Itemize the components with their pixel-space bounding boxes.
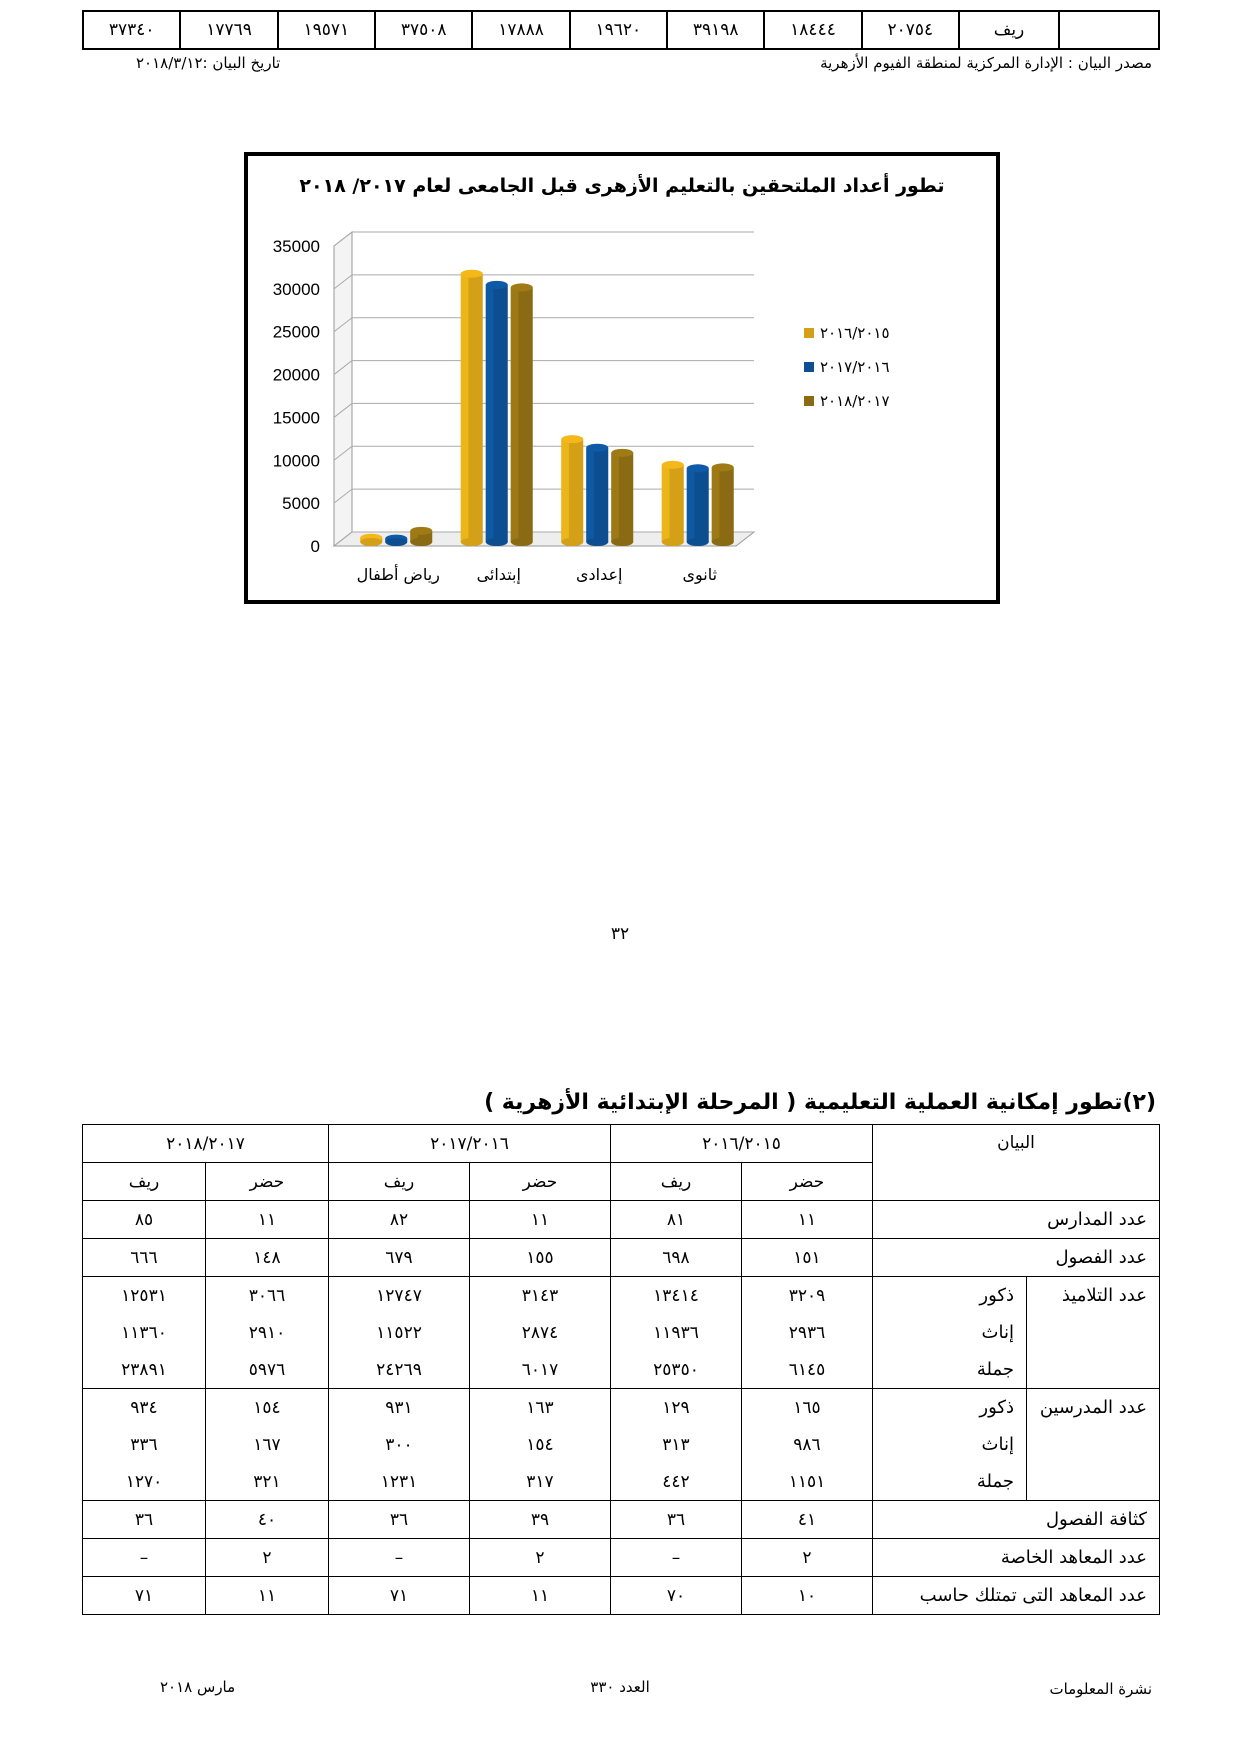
table-row bbox=[83, 1539, 1160, 1577]
bar-top bbox=[486, 281, 508, 289]
bar-highlight bbox=[561, 439, 569, 542]
footer-publication: نشرة المعلومات bbox=[1049, 1680, 1152, 1698]
header-label: البيان bbox=[873, 1125, 1160, 1201]
year-header: ٢٠١٨/٢٠١٧ bbox=[83, 1125, 329, 1163]
legend-label: ٢٠١٦/٢٠١٥ bbox=[820, 324, 890, 342]
table-cell: ١٣٤١٤ bbox=[611, 1277, 742, 1315]
row-label: ريف bbox=[959, 11, 1059, 49]
value-cell: ١٩٦٢٠ bbox=[570, 11, 667, 49]
table-cell: ١٠ bbox=[742, 1577, 873, 1615]
group-row bbox=[83, 1314, 1160, 1351]
table-cell: ٨١ bbox=[611, 1201, 742, 1239]
table-cell: ١٥٥ bbox=[470, 1239, 611, 1277]
table-cell: ٣٦ bbox=[611, 1501, 742, 1539]
bar-bottom bbox=[586, 538, 608, 546]
sub-label: جملة bbox=[873, 1351, 1027, 1389]
table-cell: ٧٠ bbox=[611, 1577, 742, 1615]
x-tick-label: رياض أطفال bbox=[356, 565, 440, 584]
bar-bottom bbox=[561, 538, 583, 546]
bar-highlight bbox=[461, 274, 469, 542]
top-summary-row bbox=[82, 10, 1160, 50]
row-label: عدد الفصول bbox=[873, 1239, 1160, 1277]
legend-label: ٢٠١٧/٢٠١٦ bbox=[820, 358, 890, 376]
table-cell: ٦٧٩ bbox=[329, 1239, 470, 1277]
table-cell: ٢٥٣٥٠ bbox=[611, 1351, 742, 1389]
value-cell: ٣٩١٩٨ bbox=[667, 11, 764, 49]
table-cell: ١٥١ bbox=[742, 1239, 873, 1277]
table-cell: ١٦٧ bbox=[206, 1426, 329, 1463]
legend-swatch bbox=[804, 328, 814, 338]
data-source: مصدر البيان : الإدارة المركزية لمنطقة الفيوم الأزهرية bbox=[820, 54, 1152, 72]
bar-bottom bbox=[511, 538, 533, 546]
table-cell: ٤١ bbox=[742, 1501, 873, 1539]
table-cell: ٢ bbox=[470, 1539, 611, 1577]
table-cell: ٣٠٠ bbox=[329, 1426, 470, 1463]
table-cell: ٤٠ bbox=[206, 1501, 329, 1539]
table-cell: ١٦٣ bbox=[470, 1389, 611, 1427]
y-tick-label: 10000 bbox=[272, 451, 320, 471]
sub-header: ريف bbox=[83, 1163, 206, 1201]
group-row bbox=[83, 1277, 1160, 1315]
page-number: ٣٢ bbox=[610, 924, 630, 944]
y-tick-label: 0 bbox=[310, 537, 320, 556]
chart-title: تطور أعداد الملتحقين بالتعليم الأزهرى قبل الجامعى لعام ٢٠١٧/ ٢٠١٨ bbox=[299, 175, 945, 197]
table-cell: ٣١٧ bbox=[470, 1463, 611, 1501]
table-cell: ٢٩٣٦ bbox=[742, 1314, 873, 1351]
group-row bbox=[83, 1389, 1160, 1427]
table-cell: ٣١٣ bbox=[611, 1426, 742, 1463]
bar-bottom bbox=[687, 538, 709, 546]
chart-frame bbox=[244, 152, 1000, 604]
table-row bbox=[83, 1239, 1160, 1277]
value-cell: ١٧٧٦٩ bbox=[180, 11, 277, 49]
table-cell: ٤٤٢ bbox=[611, 1463, 742, 1501]
row-label: عدد المعاهد الخاصة bbox=[873, 1539, 1160, 1577]
bar-bottom bbox=[486, 538, 508, 546]
sub-header: حضر bbox=[470, 1163, 611, 1201]
table-cell: ٦٠١٧ bbox=[470, 1351, 611, 1389]
table-cell: ١١ bbox=[742, 1201, 873, 1239]
bar-top bbox=[410, 527, 432, 535]
sub-label: ذكور bbox=[873, 1389, 1027, 1427]
table-cell: ٨٥ bbox=[83, 1201, 206, 1239]
table-cell: ٦١٤٥ bbox=[742, 1351, 873, 1389]
table-row bbox=[83, 1577, 1160, 1615]
sub-header: حضر bbox=[206, 1163, 329, 1201]
bar-highlight bbox=[486, 285, 494, 542]
group-row bbox=[83, 1463, 1160, 1501]
table-cell: ١٢٧٤٧ bbox=[329, 1277, 470, 1315]
table-cell: ١١ bbox=[470, 1577, 611, 1615]
bar-highlight bbox=[586, 448, 594, 542]
table-cell: ٢٣٨٩١ bbox=[83, 1351, 206, 1389]
table-cell: ٧١ bbox=[83, 1577, 206, 1615]
table-cell: ١١ bbox=[206, 1201, 329, 1239]
table-cell: ٣٦ bbox=[83, 1501, 206, 1539]
value-cell: ١٧٨٨٨ bbox=[472, 11, 569, 49]
table-cell: ٧١ bbox=[329, 1577, 470, 1615]
table-cell: – bbox=[329, 1539, 470, 1577]
bar-top bbox=[586, 444, 608, 452]
sub-label: إناث bbox=[873, 1314, 1027, 1351]
table-cell: ١١٥١ bbox=[742, 1463, 873, 1501]
x-tick-label: إبتدائى bbox=[476, 565, 521, 584]
year-header: ٢٠١٧/٢٠١٦ bbox=[329, 1125, 611, 1163]
table-cell: ٢ bbox=[206, 1539, 329, 1577]
x-tick-label: إعدادى bbox=[576, 565, 623, 584]
group-row bbox=[83, 1351, 1160, 1389]
table-cell: ١٢٧٠ bbox=[83, 1463, 206, 1501]
table-cell: ١٥٤ bbox=[470, 1426, 611, 1463]
sub-label: جملة bbox=[873, 1463, 1027, 1501]
y-tick-label: 35000 bbox=[272, 237, 320, 256]
legend-label: ٢٠١٨/٢٠١٧ bbox=[820, 392, 890, 410]
bar-top bbox=[662, 461, 684, 469]
table-cell: ١٢٣١ bbox=[329, 1463, 470, 1501]
row-label: كثافة الفصول bbox=[873, 1501, 1160, 1539]
table-cell: ٣٢١ bbox=[206, 1463, 329, 1501]
table-cell: ٣٩ bbox=[470, 1501, 611, 1539]
sub-header: ريف bbox=[611, 1163, 742, 1201]
group-row bbox=[83, 1426, 1160, 1463]
table-cell: – bbox=[611, 1539, 742, 1577]
table-cell: ١١٣٦٠ bbox=[83, 1314, 206, 1351]
bar-bottom bbox=[410, 538, 432, 546]
sub-header: ريف bbox=[329, 1163, 470, 1201]
y-tick-label: 25000 bbox=[272, 322, 320, 342]
row-label: عدد المدارس bbox=[873, 1201, 1160, 1239]
table-cell: ٢٩١٠ bbox=[206, 1314, 329, 1351]
table-cell: ٨٢ bbox=[329, 1201, 470, 1239]
value-cell: ٢٠٧٥٤ bbox=[862, 11, 959, 49]
bar-bottom bbox=[712, 538, 734, 546]
x-tick-label: ثانوى bbox=[682, 565, 718, 584]
table-cell: – bbox=[83, 1539, 206, 1577]
y-tick-label: 20000 bbox=[272, 365, 320, 385]
bar-top bbox=[561, 435, 583, 443]
table-cell: ٥٩٧٦ bbox=[206, 1351, 329, 1389]
table-cell: ١٦٥ bbox=[742, 1389, 873, 1427]
table-cell: ٢٤٢٦٩ bbox=[329, 1351, 470, 1389]
table-cell: ٩٨٦ bbox=[742, 1426, 873, 1463]
sub-label: ذكور bbox=[873, 1277, 1027, 1315]
row-label: عدد المعاهد التى تمتلك حاسب bbox=[873, 1577, 1160, 1615]
value-cell: ١٩٥٧١ bbox=[278, 11, 375, 49]
table-cell: ١١ bbox=[470, 1201, 611, 1239]
data-date: تاريخ البيان :٢٠١٨/٣/١٢ bbox=[136, 54, 281, 72]
table-cell: ١٢٥٣١ bbox=[83, 1277, 206, 1315]
table-cell: ١١ bbox=[206, 1577, 329, 1615]
table-cell: ٣١٤٣ bbox=[470, 1277, 611, 1315]
bar-highlight bbox=[687, 468, 695, 542]
education-table bbox=[82, 1124, 1160, 1615]
bar-highlight bbox=[662, 465, 670, 542]
table-cell: ١١٥٢٢ bbox=[329, 1314, 470, 1351]
footer-date: مارس ٢٠١٨ bbox=[160, 1678, 236, 1696]
table-cell: ١٥٤ bbox=[206, 1389, 329, 1427]
bar-top bbox=[611, 449, 633, 457]
sub-label: إناث bbox=[873, 1426, 1027, 1463]
y-tick-label: 30000 bbox=[272, 279, 320, 299]
bar-bottom bbox=[385, 538, 407, 546]
y-tick-label: 15000 bbox=[272, 408, 320, 428]
bar-bottom bbox=[662, 538, 684, 546]
bar-top bbox=[461, 270, 483, 278]
table-cell: ٣٣٦ bbox=[83, 1426, 206, 1463]
sub-header: حضر bbox=[742, 1163, 873, 1201]
table-cell: ١٢٩ bbox=[611, 1389, 742, 1427]
enrollment-bar-chart bbox=[248, 156, 996, 600]
footer-issue: العدد ٣٣٠ bbox=[590, 1678, 650, 1696]
group-label: عدد المدرسين bbox=[1027, 1389, 1160, 1501]
bar-highlight bbox=[712, 467, 720, 542]
bar-top bbox=[511, 283, 533, 291]
table-cell: ٣٠٦٦ bbox=[206, 1277, 329, 1315]
value-cell: ٣٧٣٤٠ bbox=[83, 11, 180, 49]
bar-bottom bbox=[461, 538, 483, 546]
bar-top bbox=[712, 463, 734, 471]
table-cell: ١٤٨ bbox=[206, 1239, 329, 1277]
table-cell: ١١٩٣٦ bbox=[611, 1314, 742, 1351]
table-title: (٢)تطور إمكانية العملية التعليمية ( المرحلة الإبتدائية الأزهرية ) bbox=[484, 1090, 1156, 1115]
table-cell: ٦٩٨ bbox=[611, 1239, 742, 1277]
table-cell: ٦٦٦ bbox=[83, 1239, 206, 1277]
blank-cell bbox=[1059, 11, 1159, 49]
bar-highlight bbox=[511, 287, 519, 542]
table-cell: ٣٢٠٩ bbox=[742, 1277, 873, 1315]
table-cell: ٣٦ bbox=[329, 1501, 470, 1539]
bar-top bbox=[687, 464, 709, 472]
table-row bbox=[83, 1501, 1160, 1539]
legend-swatch bbox=[804, 362, 814, 372]
legend-swatch bbox=[804, 396, 814, 406]
table-cell: ٢ bbox=[742, 1539, 873, 1577]
year-header: ٢٠١٦/٢٠١٥ bbox=[611, 1125, 873, 1163]
bar-bottom bbox=[360, 538, 382, 546]
y-tick-label: 5000 bbox=[282, 494, 320, 514]
bar-highlight bbox=[611, 453, 619, 542]
table-cell: ٢٨٧٤ bbox=[470, 1314, 611, 1351]
table-row bbox=[83, 1201, 1160, 1239]
table-cell: ٩٣١ bbox=[329, 1389, 470, 1427]
group-label: عدد التلاميذ bbox=[1027, 1277, 1160, 1389]
value-cell: ٣٧٥٠٨ bbox=[375, 11, 472, 49]
table-cell: ٩٣٤ bbox=[83, 1389, 206, 1427]
side-wall bbox=[334, 232, 352, 546]
value-cell: ١٨٤٤٤ bbox=[764, 11, 861, 49]
bar-bottom bbox=[611, 538, 633, 546]
